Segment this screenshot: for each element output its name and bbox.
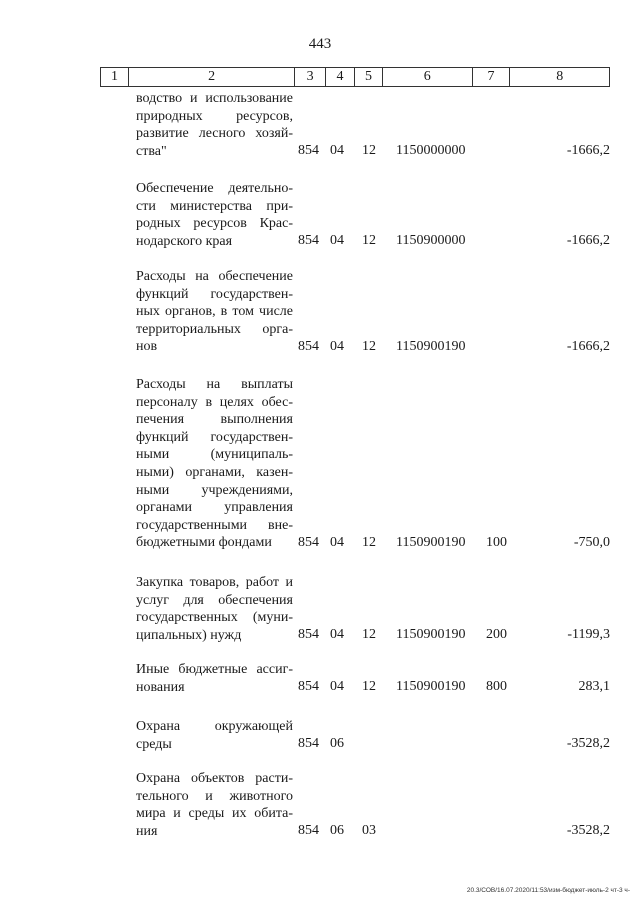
description-line: ных органов, в том числе xyxy=(136,304,293,320)
cell-col-5: 12 xyxy=(362,535,376,550)
description-line: услуг для обеспечения xyxy=(136,592,293,608)
table-row xyxy=(100,718,610,753)
description-line: водство и использование xyxy=(136,91,293,106)
header-col-7: 7 xyxy=(473,68,511,86)
cell-col-8: -1199,3 xyxy=(567,627,610,643)
cell-col-7: 200 xyxy=(486,627,507,643)
cell-col-8: -1666,2 xyxy=(566,339,610,354)
description-line: природных ресурсов, xyxy=(136,108,293,124)
description-line: печения выполнения xyxy=(136,412,293,428)
description-line: ными (муниципаль- xyxy=(136,447,293,463)
cell-col-6: 1150900190 xyxy=(396,627,466,643)
description-line: территориальных орга- xyxy=(136,321,293,337)
description-line: Расходы на обеспечение xyxy=(136,269,293,284)
description-line: Расходы на выплаты xyxy=(136,377,293,392)
cell-col-8: -750,0 xyxy=(573,535,610,550)
table-row xyxy=(100,268,610,356)
cell-col-3: 854 xyxy=(298,535,319,550)
header-col-4: 4 xyxy=(326,68,355,86)
table-row xyxy=(100,574,610,644)
cell-col-3: 854 xyxy=(298,339,319,354)
description-line: среды xyxy=(136,736,172,752)
cell-col-6: 1150900190 xyxy=(396,339,466,354)
description-line: Охрана объектов расти- xyxy=(136,771,293,786)
cell-col-7: 800 xyxy=(486,679,507,695)
description-line: ния xyxy=(136,823,158,839)
header-col-2: 2 xyxy=(129,68,295,86)
cell-col-4: 04 xyxy=(330,233,344,249)
cell-col-3: 854 xyxy=(298,627,319,643)
header-col-1: 1 xyxy=(101,68,129,86)
cell-col-4: 04 xyxy=(330,143,344,159)
cell-col-8: -3528,2 xyxy=(566,736,610,752)
table-row xyxy=(100,376,610,552)
cell-col-5: 12 xyxy=(362,143,376,159)
description-line: развитие лесного хозяй- xyxy=(136,126,293,142)
description-line: Иные бюджетные ассиг- xyxy=(136,662,293,677)
description-line: Охрана окружающей xyxy=(136,719,293,734)
cell-col-8: -1666,2 xyxy=(566,143,610,159)
description-line: ными учреждениями, xyxy=(136,482,293,498)
table-row xyxy=(100,661,610,696)
cell-col-3: 854 xyxy=(298,233,319,249)
table-row xyxy=(100,180,610,250)
cell-col-4: 04 xyxy=(330,535,344,550)
description-line: персоналу в целях обес- xyxy=(136,394,293,410)
description-line: Обеспечение деятельно- xyxy=(136,181,293,196)
description-line: бюджетными фондами xyxy=(136,535,272,551)
cell-col-8: -3528,2 xyxy=(566,823,610,839)
description-line: нов xyxy=(136,339,158,355)
cell-col-7: 100 xyxy=(486,535,507,550)
cell-col-6: 1150900000 xyxy=(396,233,466,249)
cell-col-5: 12 xyxy=(362,627,376,643)
description-line: нодарского края xyxy=(136,233,233,249)
table-row xyxy=(100,90,610,160)
description-line: нования xyxy=(136,679,185,695)
description-line: родных ресурсов Крас- xyxy=(136,216,293,232)
description-line: органами управления xyxy=(136,500,293,516)
cell-col-6: 1150900190 xyxy=(396,679,466,695)
description-line: государственных (муни- xyxy=(136,610,293,626)
description-line: Закупка товаров, работ и xyxy=(136,575,293,590)
description-line: функций государствен- xyxy=(136,286,293,302)
cell-col-8: -1666,2 xyxy=(566,233,610,249)
document-footer: 20.3/СОВ/16.07.2020/11:53/изм-бюджет-июль-2 чт-3 ч- xyxy=(466,887,630,894)
cell-col-3: 854 xyxy=(298,823,319,839)
header-col-8: 8 xyxy=(556,69,564,84)
page-number: 443 xyxy=(308,36,332,52)
cell-col-6: 1150900190 xyxy=(396,535,466,550)
description-line: ства" xyxy=(136,143,167,159)
description-line: мира и среды их обита- xyxy=(136,806,293,822)
cell-col-3: 854 xyxy=(298,679,319,695)
description-line: сти министерства при- xyxy=(136,198,293,214)
cell-col-4: 04 xyxy=(330,679,344,695)
cell-col-4: 04 xyxy=(330,627,344,643)
cell-col-5: 03 xyxy=(362,823,376,839)
row-description xyxy=(136,376,293,552)
header-col-5: 5 xyxy=(355,68,383,86)
cell-col-8: 283,1 xyxy=(578,679,610,695)
description-line: функций государствен- xyxy=(136,429,293,445)
cell-col-4: 04 xyxy=(330,339,344,354)
description-line: государственными вне- xyxy=(136,517,293,533)
cell-col-6: 1150000000 xyxy=(396,143,466,159)
cell-col-5: 12 xyxy=(362,339,376,354)
cell-col-3: 854 xyxy=(298,736,319,752)
header-col-6: 6 xyxy=(383,68,473,86)
cell-col-4: 06 xyxy=(330,736,344,752)
header-col-3: 3 xyxy=(295,68,326,86)
table-row xyxy=(100,770,610,840)
description-line: тельного и животного xyxy=(136,788,293,804)
cell-col-5: 12 xyxy=(362,233,376,249)
table-header xyxy=(100,67,610,87)
cell-col-5: 12 xyxy=(362,679,376,695)
description-line: ными) органами, казен- xyxy=(136,464,293,480)
description-line: ципальных) нужд xyxy=(136,627,242,643)
cell-col-4: 06 xyxy=(330,823,344,839)
cell-col-3: 854 xyxy=(298,143,319,159)
